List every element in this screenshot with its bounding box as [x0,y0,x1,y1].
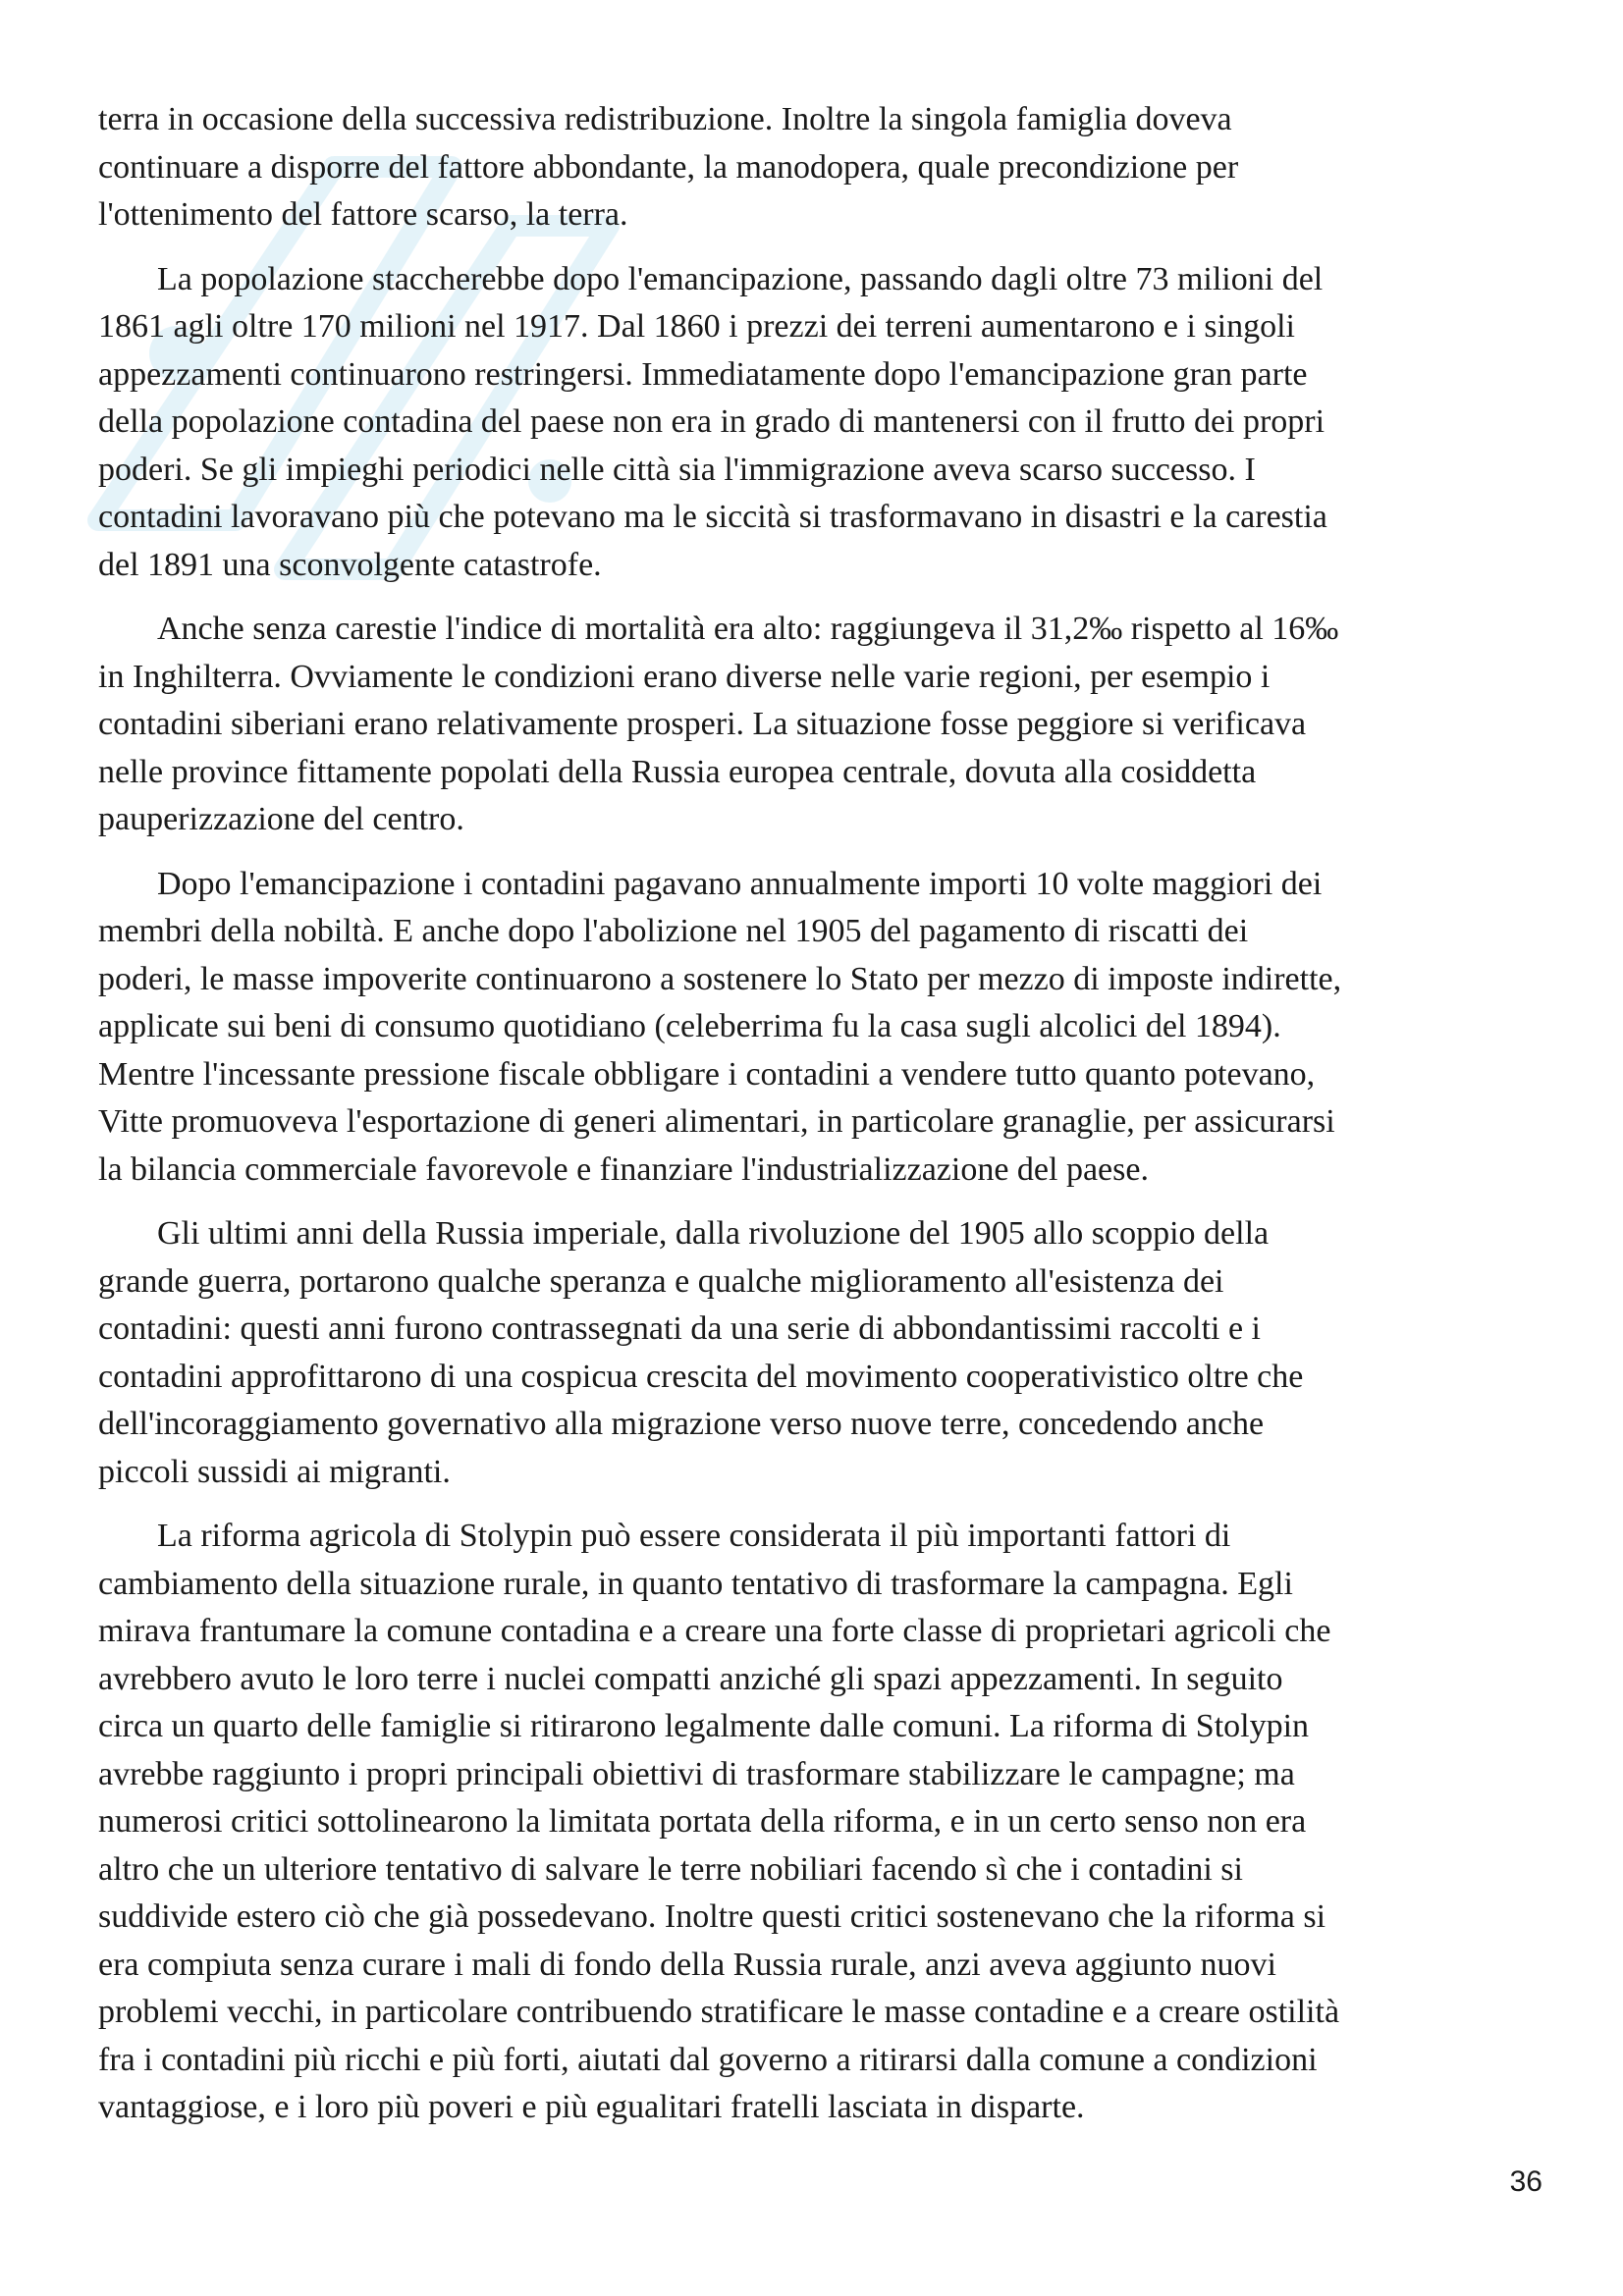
text-line: contadini approfittarono di una cospicua crescita del movimento cooperativistico oltre che [98,1358,1304,1395]
text-line: terra in occasione della successiva redistribuzione. Inoltre la singola famiglia doveva [98,101,1232,137]
text-line: La popolazione staccherebbe dopo l'emancipazione, passando dagli oltre 73 milioni del [157,260,1324,297]
text-line: Anche senza carestie l'indice di mortalità era alto: raggiungeva il 31,2‰ rispetto al 16‰ [157,611,1339,647]
text-line: era compiuta senza curare i mali di fondo della Russia rurale, anzi aveva aggiunto nuovi [98,1946,1276,1983]
text-line: contadini lavoravano più che potevano ma le siccità si trasformavano in disastri e la carestia [98,499,1327,535]
paragraph [98,1513,1551,2132]
text-line: appezzamenti continuarono restringersi. Immediatamente dopo l'emancipazione gran parte [98,355,1308,393]
text-line: altro che un ulteriore tentativo di salvare le terre nobiliari facendo sì che i contadini si [98,1850,1243,1888]
text-line: avrebbero avuto le loro terre i nuclei compatti anziché gli spazi appezzamenti. In seguito [98,1660,1283,1697]
text-line: membri della nobiltà. E anche dopo l'abolizione nel 1905 del pagamento di riscatti dei [98,913,1249,949]
text-line: applicate sui beni di consumo quotidiano (celeberrima fu la casa sugli alcolici del 1894). [98,1008,1281,1044]
text-line: cambiamento della situazione rurale, in quanto tentativo di trasformare la campagna. Egli [98,1565,1293,1602]
paragraph [98,1210,1551,1496]
text-line: fra i contadini più ricchi e più forti, aiutati dal governo a ritirarsi dalla comune a condizioni [98,2041,1318,2078]
text-line: 1861 agli oltre 170 milioni nel 1917. Dal 1860 i prezzi dei terreni aumentarono e i singoli [98,308,1295,345]
text-line: circa un quarto delle famiglie si ritirarono legalmente dalle comuni. La riforma di Stolypin [98,1708,1310,1744]
paragraph [98,96,1551,240]
text-line: numerosi critici sottolinearono la limitata portata della riforma, e in un certo senso non era [98,1803,1307,1840]
text-line: poderi, le masse impoverite continuarono a sostenere lo Stato per mezzo di imposte indirette, [98,960,1342,997]
paragraph [98,606,1551,844]
text-line: Gli ultimi anni della Russia imperiale, dalla rivoluzione del 1905 allo scoppio della [157,1215,1270,1252]
paragraph [98,256,1551,590]
text-line: contadini siberiani erano relativamente prosperi. La situazione fosse peggiore si verificava [98,706,1307,742]
text-line: nelle province fittamente popolati della Russia europea centrale, dovuta alla cosiddetta [98,753,1257,790]
text-line: Mentre l'incessante pressione fiscale obbligare i contadini a vendere tutto quanto potevano, [98,1055,1316,1093]
text-line: piccoli sussidi ai migranti. [98,1453,451,1490]
text-line: mirava frantumare la comune contadina e a creare una forte classe di proprietari agricoli che [98,1613,1331,1649]
text-line: l'ottenimento del fattore scarso, la terra. [98,196,628,233]
text-line: del 1891 una sconvolgente catastrofe. [98,546,602,583]
text-line: suddivide estero ciò che già possedevano. Inoltre questi critici sostenevano che la riforma si [98,1898,1326,1935]
text-line: Vitte promuoveva l'esportazione di generi alimentari, in particolare granaglie, per assicurarsi [98,1103,1335,1140]
page-number: 36 [1509,2165,1542,2198]
text-line: contadini: questi anni furono contrassegnati da una serie di abbondantissimi raccolti e i [98,1310,1262,1347]
text-line: vantaggiose, e i loro più poveri e più egualitari fratelli lasciata in disparte. [98,2089,1085,2125]
text-line: pauperizzazione del centro. [98,801,464,837]
text-line: della popolazione contadina del paese non era in grado di mantenersi con il frutto dei propri [98,403,1325,440]
paragraph [98,861,1551,1195]
document-body [98,96,1551,2149]
text-line: continuare a disporre del fattore abbondante, la manodopera, quale precondizione per [98,148,1239,186]
text-line: dell'incoraggiamento governativo alla migrazione verso nuove terre, concedendo anche [98,1406,1265,1442]
text-line: grande guerra, portarono qualche speranza e qualche miglioramento all'esistenza dei [98,1262,1224,1300]
text-line: La riforma agricola di Stolypin può essere considerata il più importanti fattori di [157,1518,1231,1554]
text-line: avrebbe raggiunto i propri principali obiettivi di trasformare stabilizzare le campagne; ma [98,1755,1295,1792]
text-line: la bilancia commerciale favorevole e finanziare l'industrializzazione del paese. [98,1150,1149,1188]
text-line: Dopo l'emancipazione i contadini pagavano annualmente importi 10 volte maggiori dei [157,865,1323,902]
text-line: problemi vecchi, in particolare contribuendo stratificare le masse contadine e a creare ostilità [98,1994,1340,2030]
text-line: poderi. Se gli impieghi periodici nelle città sia l'immigrazione aveva scarso successo. I [98,451,1256,488]
text-line: in Inghilterra. Ovviamente le condizioni erano diverse nelle varie regioni, per esempio i [98,658,1271,695]
